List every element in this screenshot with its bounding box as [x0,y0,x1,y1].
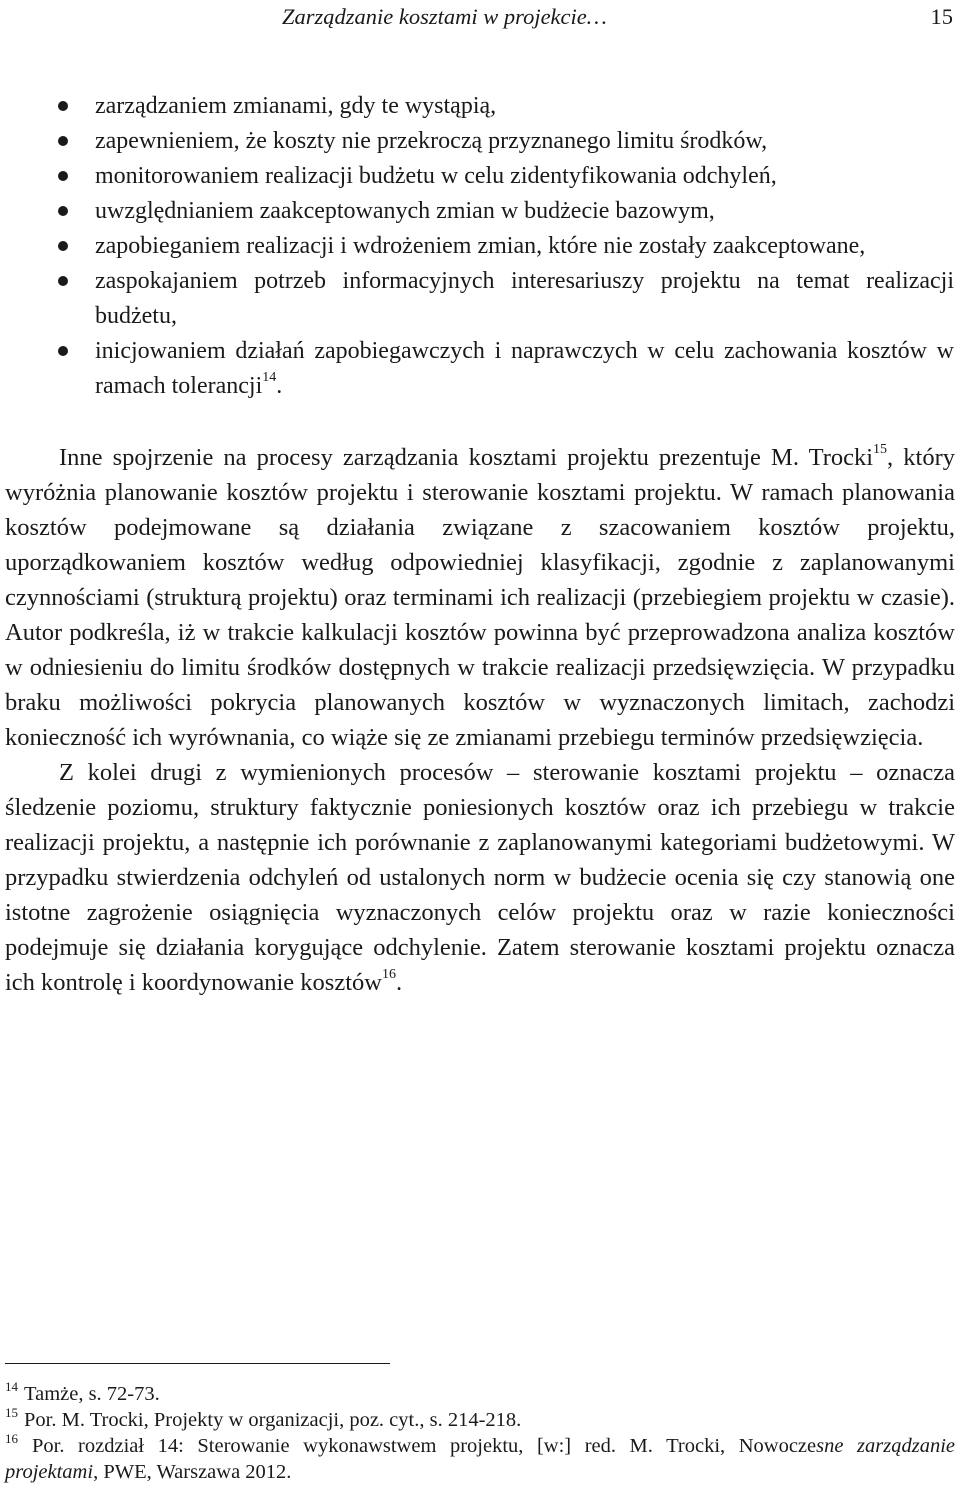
list-item: monitorowaniem realizacji budżetu w celu zidentyfikowania odchyleń, [0,159,960,194]
paragraph: Inne spojrzenie na procesy zarządzania kosztami projektu prezentuje M. Trocki$^{15}$, który wyróżnia planowanie kosztów projektu i sterowanie kosztami projektu. W ramach planowania kosztów podejmowane są działania związane z szacowaniem kosztów projektu, uporządkowaniem kosztów według odpowiedniej klasyfikacji, zgodnie z zaplanowanymi czynnościami (strukturą projektu) oraz terminami ich realizacji (przebiegiem projektu w czasie). Autor podkreśla, iż w trakcie kalkulacji kosztów powinna być przeprowadzona analiza kosztów w odniesieniu do limitu środków dostępnych w trakcie realizacji przedsięwzięcia. W przypadku braku możliwości pokrycia planowanych kosztów w wyznaczonych limitach, zachodzi konieczność ich wyrównania, co wiąże się ze zmianami przebiegu terminów przedsięwzięcia. [5,441,955,751]
footnote-ref-15: 15 [873,441,888,457]
footnote-16: $^{16}$ Por. rozdział 14: Sterowanie wykonawstwem projektu, [w:] red. M. Trocki, Nowoczesne zarządzanie projektami, PWE, Warszawa 2012. [5,1431,955,1483]
list-item: zarządzaniem zmianami, gdy te wystąpią, [0,89,960,124]
page-number: 15 [930,4,953,29]
footnotes [5,1379,955,1484]
list-item: zapewnieniem, że koszty nie przekroczą przyznanego limitu środków, [0,124,960,159]
list-item: inicjowaniem działań zapobiegawczych i naprawczych w celu zachowania kosztów w ramach tolerancji$^{14}$. [0,334,960,404]
bullet-icon [58,276,68,286]
footnote-ref-14: 14 [262,370,277,385]
running-header [0,0,960,40]
list-item: uwzględnianiem zaakceptowanych zmian w budżecie bazowym, [0,194,960,229]
footnote-15: $^{15}$ Por. M. Trocki, Projekty w organizacji, poz. cyt., s. 214-218. [5,1405,522,1431]
bullet-icon [58,241,68,251]
footnote-ref-16: 16 [381,966,396,982]
bullet-icon [58,346,68,356]
bullet-icon [58,136,68,146]
bullet-icon [58,101,68,111]
paragraph: Z kolei drugi z wymienionych procesów – sterowanie kosztami projektu – oznacza śledzenie poziomu, struktury faktycznie poniesionych kosztów oraz ich przebiegu w trakcie realizacji projektu, a następnie ich porównanie z zaplanowanymi kategoriami budżetowymi. W przypadku stwierdzenia odchyleń od ustalonych norm w budżecie ocenia się czy stanowią one istotne zagrożenie osiągnięcia wyznaczonych celów projektu oraz w razie konieczności podejmuje się działania korygujące odchylenie. Zatem sterowanie kosztami projektu oznacza ich kontrolę i koordynowanie kosztów$^{16}$. [5,759,955,996]
body-text [5,440,955,1000]
footnote-14: $^{14}$ Tamże, s. 72-73. [5,1379,160,1405]
bullet-list [0,89,960,404]
list-item: zaspokajaniem potrzeb informacyjnych interesariuszy projektu na temat realizacji budżetu, [0,264,960,334]
list-item: zapobieganiem realizacji i wdrożeniem zmian, które nie zostały zaakceptowane, [0,229,960,264]
running-title: Zarządzanie kosztami w projekcie… [282,4,607,29]
footnote-separator [5,1363,390,1364]
bullet-icon [58,171,68,181]
bullet-icon [58,206,68,216]
